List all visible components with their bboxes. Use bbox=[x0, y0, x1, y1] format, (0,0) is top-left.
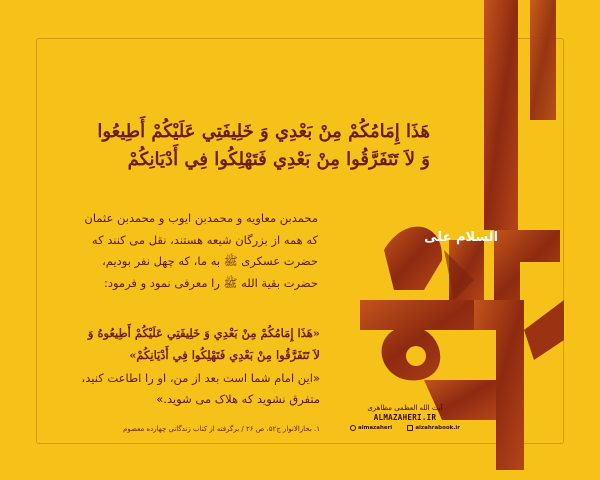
calligraphy-stroke bbox=[484, 0, 518, 230]
narration-line: حضرت عسکری ﷺ به ما، که چهل نفر بودیم، bbox=[102, 254, 318, 268]
quote-translation bbox=[48, 368, 320, 410]
calligraphy-stroke bbox=[524, 300, 564, 360]
translation-line: «این امام شما است بعد از من، او را اطاعت کنید، bbox=[81, 371, 320, 385]
social-handles bbox=[350, 424, 460, 432]
headline-arabic bbox=[40, 118, 430, 174]
calligraphy-counter bbox=[406, 346, 426, 366]
quote-line: «هَذَا إِمَامُكُمْ مِنْ بَعْدِي وَ خَلِيفَتِي عَلَيْكُمْ أَطِيعُوهُ وَ bbox=[87, 326, 320, 340]
narration-paragraph bbox=[48, 208, 318, 294]
translation-line: متفرق نشوید که هلاک می شوید.» bbox=[156, 392, 320, 406]
social-handle: alzahrabook.ir bbox=[407, 424, 460, 432]
brand-name: آیت الله العظمی مظاهری bbox=[367, 404, 443, 412]
source-citation: ۱. بحارالانوار ج۵۲، ص ۲۶ / برگرفته از کتاب زندگانی چهارده معصوم bbox=[123, 425, 320, 433]
calligraphy-stroke bbox=[494, 230, 560, 300]
social-icon bbox=[350, 425, 356, 431]
web-icon bbox=[407, 425, 413, 431]
social-handle: almazaheri bbox=[350, 424, 392, 432]
salutation-text: السلام علی bbox=[424, 230, 498, 245]
quote-arabic bbox=[48, 322, 320, 366]
calligraphy-stroke bbox=[530, 0, 556, 120]
calligraphy-stroke bbox=[360, 300, 474, 380]
quote-line: لاَ تَتَفَرَّقُوا مِنْ بَعْدِي فَتَهْلِكُوا فِي أَدْيَانِكُمْ» bbox=[129, 348, 320, 362]
narration-line: که همه از بزرگان شیعه هستند، نقل می کنند که bbox=[91, 232, 318, 247]
headline-line: هَذَا إِمَامُكُمْ مِنْ بَعْدِي وَ خَلِيفَتِي عَلَيْكُمْ أَطِيعُوا bbox=[97, 121, 430, 142]
brand-website: ALMAZAHERI.IR bbox=[373, 413, 437, 422]
narration-line: حضرت بقیة الله ﷺ را معرفی نمود و فرمود: bbox=[103, 275, 318, 290]
footer-brand bbox=[350, 404, 460, 432]
headline-line: وَ لاَ تَتَفَرَّقُوا مِنْ بَعْدِي فَتَهْلِكُوا فِي أَدْيَانِكُمْ bbox=[127, 149, 430, 170]
narration-line: محمدبن معاویه و محمدبن ایوب و محمدبن عثمان bbox=[84, 211, 318, 225]
